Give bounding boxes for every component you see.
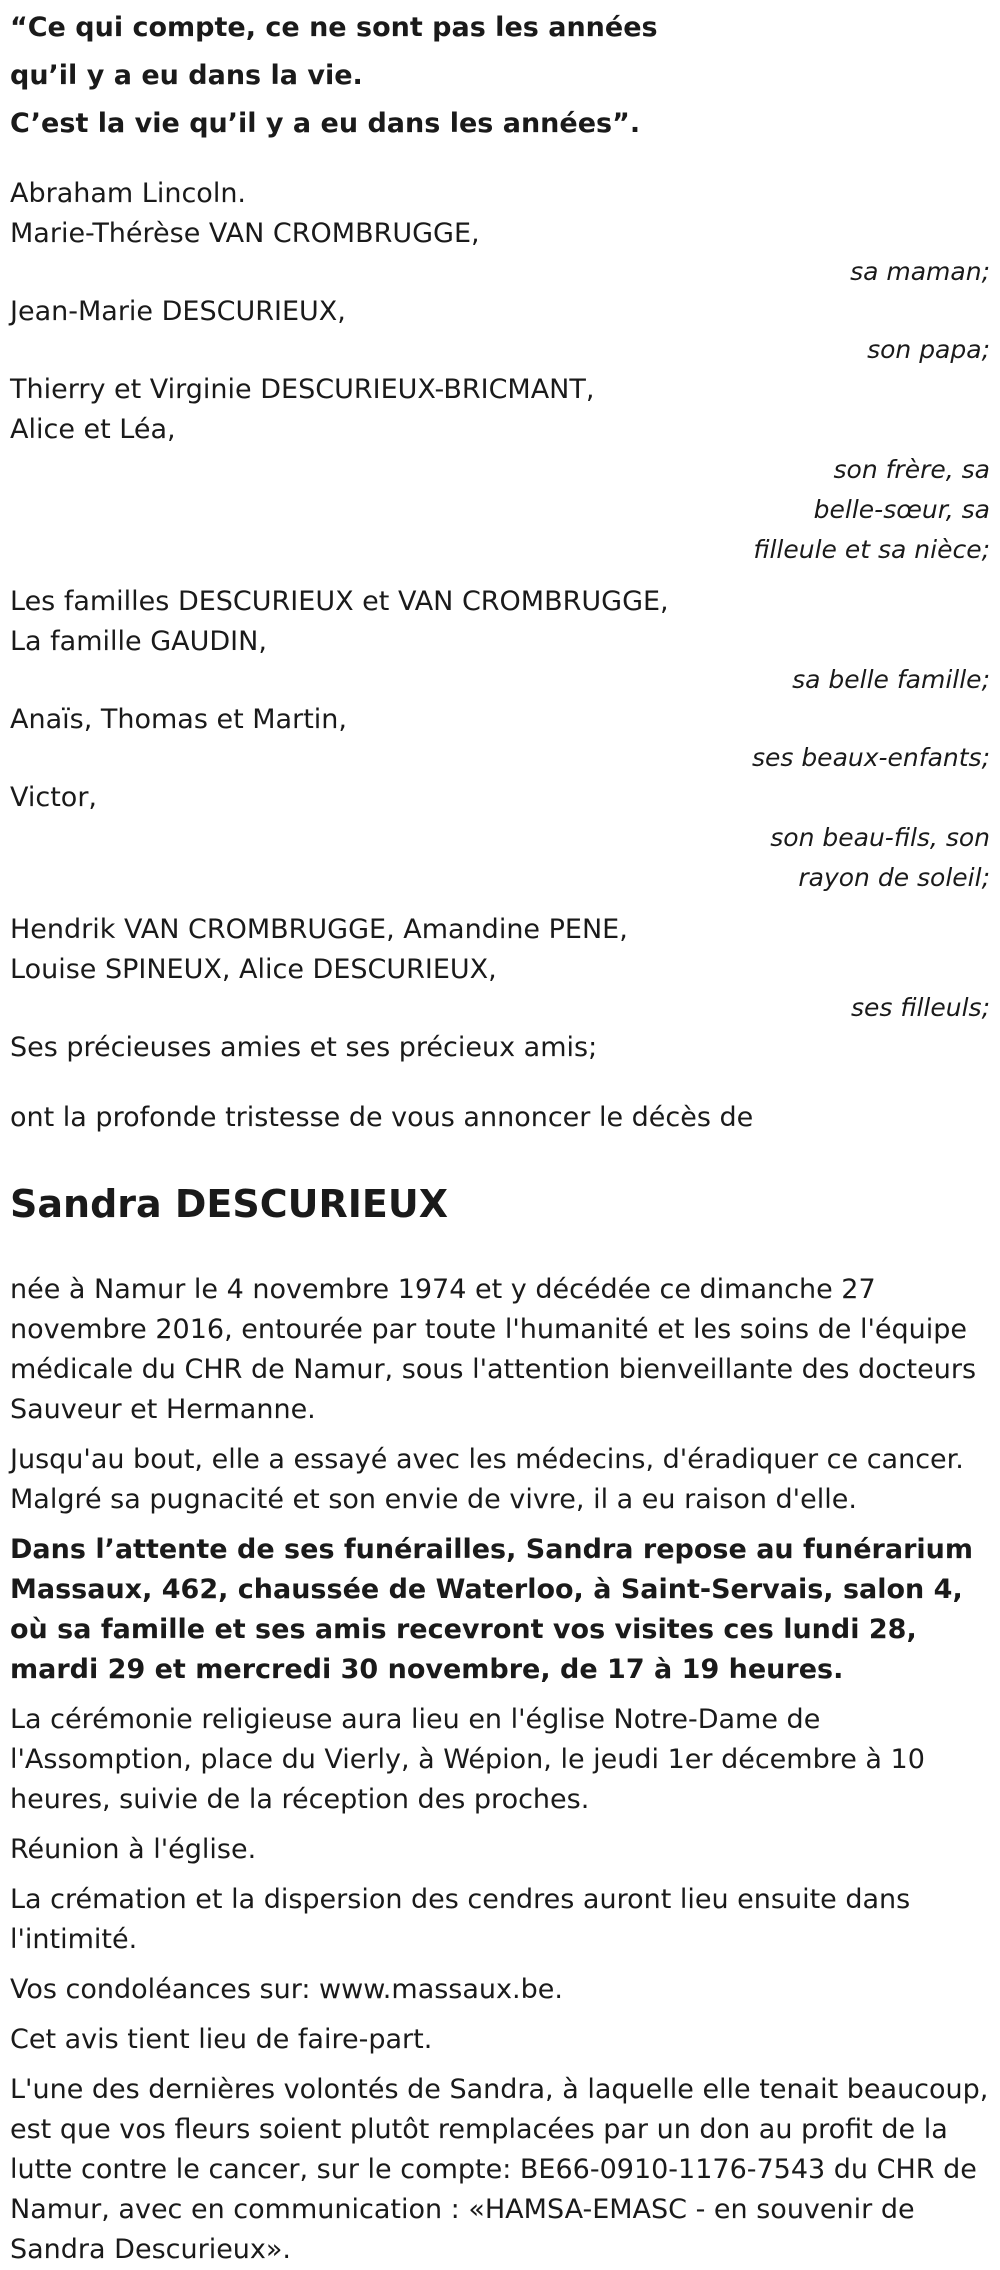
condolences-paragraph: Vos condoléances sur: www.massaux.be. bbox=[10, 1974, 563, 2005]
quote-line: qu’il y a eu dans la vie. bbox=[10, 60, 363, 91]
family-relation: rayon de soleil; bbox=[798, 863, 990, 892]
quote-line: “Ce qui compte, ce ne sont pas les années bbox=[10, 12, 658, 43]
family-relation: son papa; bbox=[867, 335, 990, 364]
donation-paragraph: L'une des dernières volontés de Sandra, à laquelle elle tenait beaucoup, est que vos fleurs soient plutôt remplacées par un don au profit de la lutte contre le cancer, sur le compte: BE66-0910-1176-7543 du CHR de Namur, avec en communication : «HAMSA-EMASC - en souvenir de Sandra Descurieux». bbox=[10, 2074, 989, 2265]
meeting-paragraph: Réunion à l'église. bbox=[10, 1834, 257, 1865]
family-relation: sa maman; bbox=[850, 257, 990, 286]
notice-paragraph: Cet avis tient lieu de faire-part. bbox=[10, 2024, 433, 2055]
family-member-name: La famille GAUDIN, bbox=[10, 626, 267, 657]
family-relation: ses beaux-enfants; bbox=[751, 743, 990, 772]
family-member-name: Hendrik VAN CROMBRUGGE, Amandine PENE, bbox=[10, 914, 628, 945]
family-member-name: Jean-Marie DESCURIEUX, bbox=[10, 296, 346, 327]
family-list bbox=[10, 174, 990, 1068]
quote-author: Abraham Lincoln. bbox=[10, 178, 247, 209]
obituary-body bbox=[10, 1270, 990, 2270]
visitation-paragraph: Dans l’attente de ses funérailles, Sandra repose au funérarium Massaux, 462, chaussée de Waterloo, à Saint-Servais, salon 4, où sa famille et ses amis recevront vos visites ces lundi 28, mardi 29 et mercredi 30 novembre, de 17 à 19 heures. bbox=[10, 1534, 973, 1685]
quote-line: C’est la vie qu’il y a eu dans les années”. bbox=[10, 108, 641, 139]
family-relation: ses filleuls; bbox=[850, 993, 990, 1022]
family-member-name: Victor, bbox=[10, 782, 98, 813]
family-relation: son beau-fils, son bbox=[770, 823, 990, 852]
family-member-name: Marie-Thérèse VAN CROMBRUGGE, bbox=[10, 218, 480, 249]
fight-paragraph: Jusqu'au bout, elle a essayé avec les médecins, d'éradiquer ce cancer. Malgré sa pugnacité et son envie de vivre, il a eu raison d'elle. bbox=[10, 1444, 964, 1515]
family-member-name: Thierry et Virginie DESCURIEUX-BRICMANT, bbox=[10, 374, 595, 405]
birth-paragraph: née à Namur le 4 novembre 1974 et y décédée ce dimanche 27 novembre 2016, entourée par toute l'humanité et les soins de l'équipe médicale du CHR de Namur, sous l'attention bienveillante des docteurs Sauveur et Hermanne. bbox=[10, 1274, 977, 1425]
friends-line: Ses précieuses amies et ses précieux amis; bbox=[10, 1032, 598, 1063]
deceased-name: Sandra DESCURIEUX bbox=[10, 1182, 449, 1226]
family-relation: sa belle famille; bbox=[792, 665, 990, 694]
family-member-name: Les familles DESCURIEUX et VAN CROMBRUGGE, bbox=[10, 586, 669, 617]
ceremony-paragraph: La cérémonie religieuse aura lieu en l'église Notre-Dame de l'Assomption, place du Vierly, à Wépion, le jeudi 1er décembre à 10 heures, suivie de la réception des proches. bbox=[10, 1704, 925, 1815]
family-member-name: Louise SPINEUX, Alice DESCURIEUX, bbox=[10, 954, 497, 985]
family-relation: son frère, sa bbox=[833, 455, 990, 484]
family-relation: filleule et sa nièce; bbox=[753, 535, 990, 564]
cremation-paragraph: La crémation et la dispersion des cendres auront lieu ensuite dans l'intimité. bbox=[10, 1884, 911, 1955]
family-relation: belle-sœur, sa bbox=[813, 495, 990, 524]
family-member-name: Alice et Léa, bbox=[10, 414, 176, 445]
epigraph-quote bbox=[10, 0, 990, 148]
announcement-line: ont la profonde tristesse de vous annoncer le décès de bbox=[10, 1102, 754, 1133]
family-member-name: Anaïs, Thomas et Martin, bbox=[10, 704, 347, 735]
